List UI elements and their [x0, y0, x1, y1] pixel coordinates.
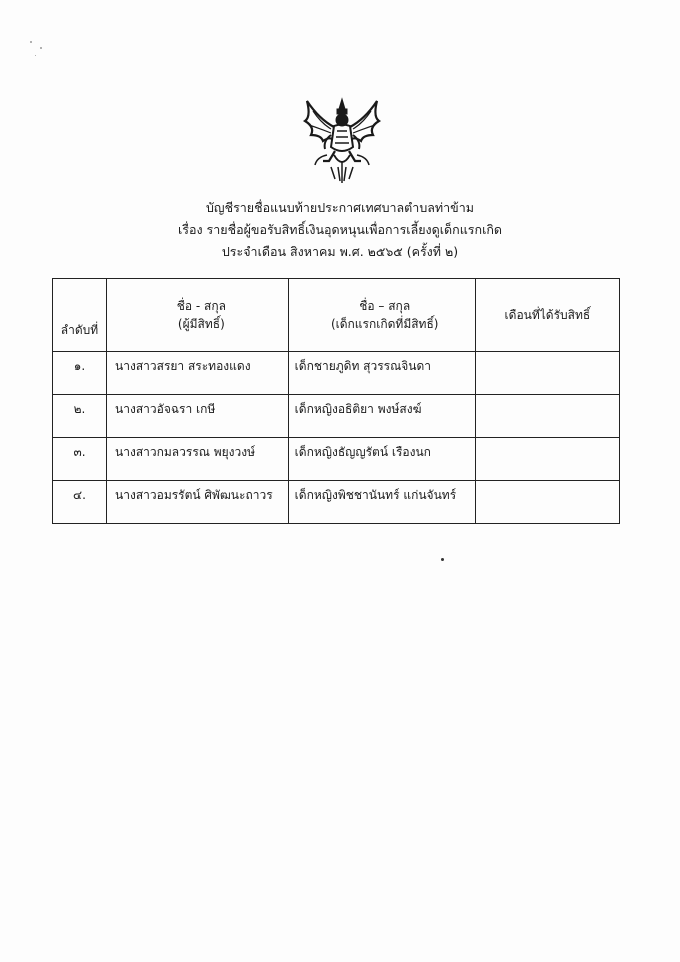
row-parent: นางสาวกมลวรรณ พยุงวงษ์ [107, 438, 289, 481]
row-child: เด็กหญิงธัญญรัตน์ เรืองนก [288, 438, 475, 481]
row-parent: นางสาวสรยา สระทองแดง [107, 352, 289, 395]
row-month [475, 481, 619, 524]
header-period: ประจำเดือน สิงหาคม พ.ศ. ๒๕๖๕ (ครั้งที่ ๒) [221, 244, 459, 259]
scan-mark [441, 558, 444, 561]
recipients-table [52, 278, 620, 524]
row-child: เด็กหญิงพิชชานันทร์ แก่นจันทร์ [288, 481, 475, 524]
row-parent: นางสาวอมรรัตน์ ศิพัฒนะถาวร [107, 481, 289, 524]
table-row [53, 395, 620, 438]
row-parent: นางสาวอัจฉรา เกษี [107, 395, 289, 438]
table-header-row [53, 279, 620, 352]
table-row [53, 438, 620, 481]
row-child: เด็กชายภูดิท สุวรรณจินดา [288, 352, 475, 395]
header-child-role: (เด็กแรกเกิดที่มีสิทธิ์) [330, 317, 439, 331]
row-month [475, 438, 619, 481]
garuda-emblem-icon [301, 95, 383, 185]
header-parent [107, 279, 289, 352]
row-no: ๔. [53, 481, 107, 524]
row-month [475, 395, 619, 438]
header-month: เดือนที่ได้รับสิทธิ์ [475, 279, 619, 352]
header-child [288, 279, 475, 352]
row-no: ๓. [53, 438, 107, 481]
row-child: เด็กหญิงอธิติยา พงษ์สงฆ์ [288, 395, 475, 438]
header-subject: เรื่อง รายชื่อผู้ขอรับสิทธิ์เงินอุดหนุนเพื่อการเลี้ยงดูเด็กแรกเกิด [177, 222, 503, 237]
table-row [53, 481, 620, 524]
header-parent-name: ชื่อ - สกุล [176, 299, 226, 313]
scan-speck [35, 55, 36, 56]
scan-speck [40, 47, 42, 49]
scan-speck [30, 41, 32, 43]
header-no: ลำดับที่ [53, 279, 107, 352]
row-month [475, 352, 619, 395]
table-row [53, 352, 620, 395]
row-no: ๑. [53, 352, 107, 395]
row-no: ๒. [53, 395, 107, 438]
header-parent-role: (ผู้มีสิทธิ์) [177, 317, 225, 331]
header-child-name: ชื่อ – สกุล [359, 299, 411, 313]
header-title: บัญชีรายชื่อแนบท้ายประกาศเทศบาลตำบลท่าข้าม [206, 200, 474, 215]
